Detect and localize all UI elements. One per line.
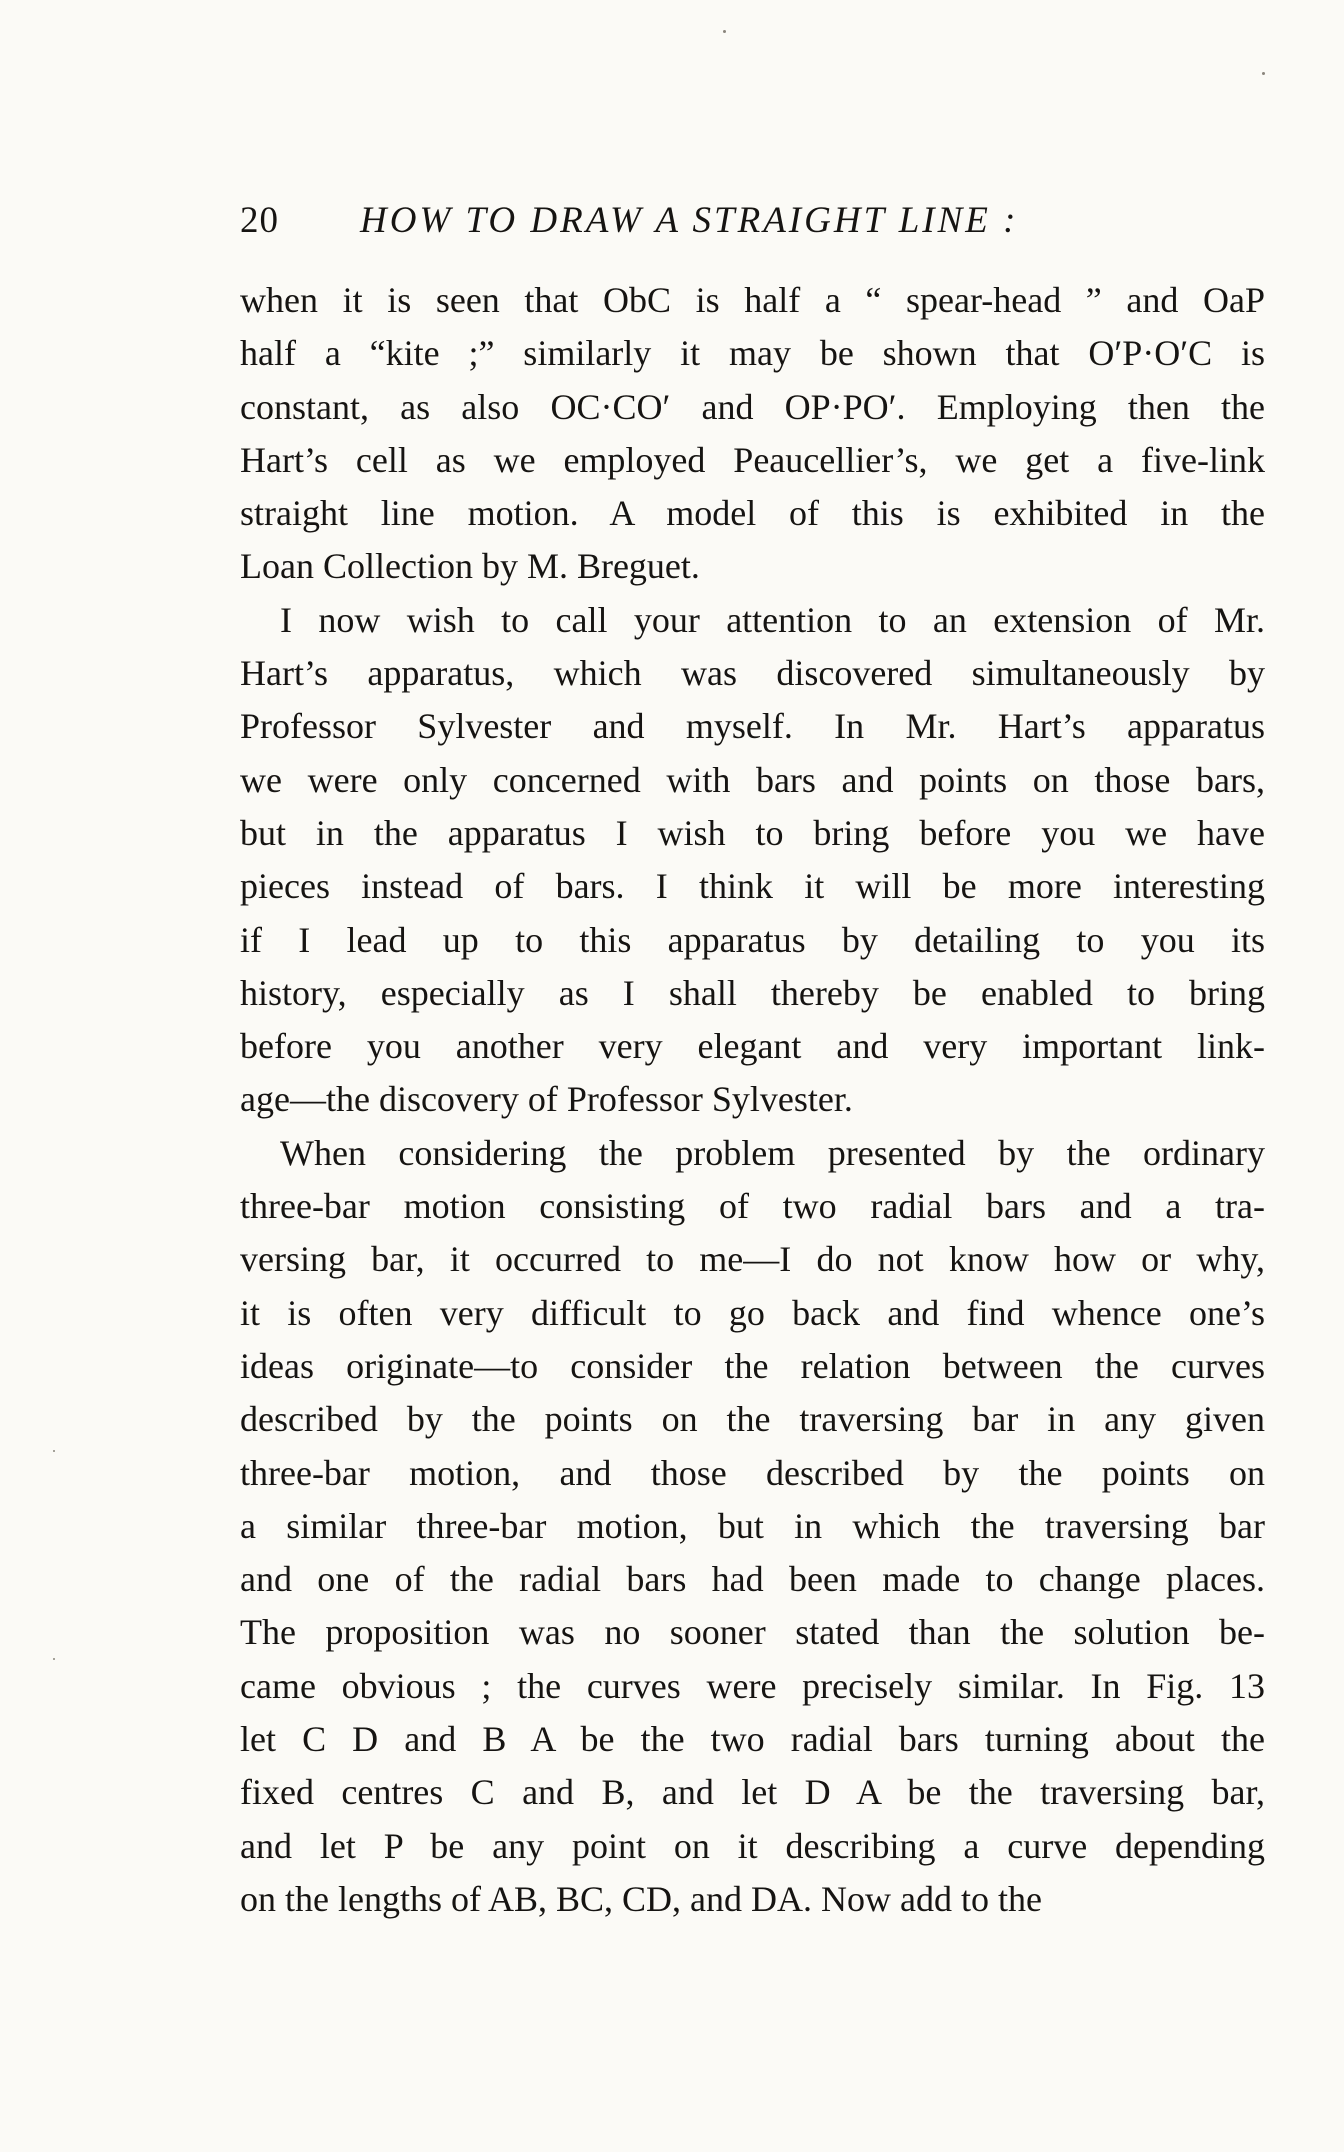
text-line: history, especially as I shall thereby be enabled to bring [240,972,1265,1013]
text-line: it is often very difficult to go back and find whence one’s [240,1292,1265,1333]
paragraph [240,594,1265,1127]
paper-speck [1262,72,1265,75]
paragraph [240,1127,1265,1926]
text-line: age—the discovery of Professor Sylvester. [240,1079,853,1120]
text-line: constant, as also OC·CO′ and OP·PO′. Employing then the [240,386,1265,427]
text-line: let C D and B A be the two radial bars turning about the [240,1719,1265,1760]
text-line: straight line motion. A model of this is exhibited in the [240,493,1265,534]
text-line: versing bar, it occurred to me—I do not know how or why, [240,1239,1265,1280]
text-line: but in the apparatus I wish to bring before you we have [240,812,1265,853]
paper-speck [723,30,726,33]
text-line: came obvious ; the curves were precisely similar. In Fig. 13 [240,1665,1265,1706]
text-line: and let P be any point on it describing a curve depending [240,1825,1265,1866]
text-line: and one of the radial bars had been made to change places. [240,1559,1265,1600]
text-line: pieces instead of bars. I think it will be more interesting [240,866,1265,907]
running-title: HOW TO DRAW A STRAIGHT LINE : [360,200,1019,241]
text-line: ideas originate—to consider the relation between the curves [240,1345,1265,1386]
paper-speck [53,1658,55,1660]
text-line: a similar three-bar motion, but in which the traversing bar [240,1505,1265,1546]
text-line: three-bar motion consisting of two radial bars and a tra- [240,1186,1265,1227]
page-number: 20 [240,200,279,241]
text-line: Professor Sylvester and myself. In Mr. Hart’s apparatus [240,706,1265,747]
text-line: three-bar motion, and those described by the points on [240,1452,1265,1493]
text-line: When considering the problem presented by the ordinary [280,1132,1265,1173]
text-line: on the lengths of AB, BC, CD, and DA. Now add to the [240,1878,1042,1919]
text-line: fixed centres C and B, and let D A be the traversing bar, [240,1772,1265,1813]
page-header [240,196,1270,246]
paper-speck [53,1450,55,1452]
text-line: described by the points on the traversing bar in any given [240,1399,1265,1440]
text-line: Loan Collection by M. Breguet. [240,546,700,587]
text-line: I now wish to call your attention to an extension of Mr. [280,599,1265,640]
text-line: before you another very elegant and very important link- [240,1026,1265,1067]
text-line: if I lead up to this apparatus by detailing to you its [240,919,1265,960]
paragraph [240,274,1265,594]
body-text [240,274,1265,1926]
text-line: Hart’s apparatus, which was discovered simultaneously by [240,653,1265,694]
text-line: when it is seen that ObC is half a “ spear-head ” and OaP [240,280,1265,320]
text-line: half a “kite ;” similarly it may be shown that O′P·O′C is [240,333,1265,374]
text-line: we were only concerned with bars and points on those bars, [240,759,1265,800]
text-line: The proposition was no sooner stated than the solution be- [240,1612,1265,1653]
text-line: Hart’s cell as we employed Peaucellier’s, we get a five-link [240,439,1265,480]
